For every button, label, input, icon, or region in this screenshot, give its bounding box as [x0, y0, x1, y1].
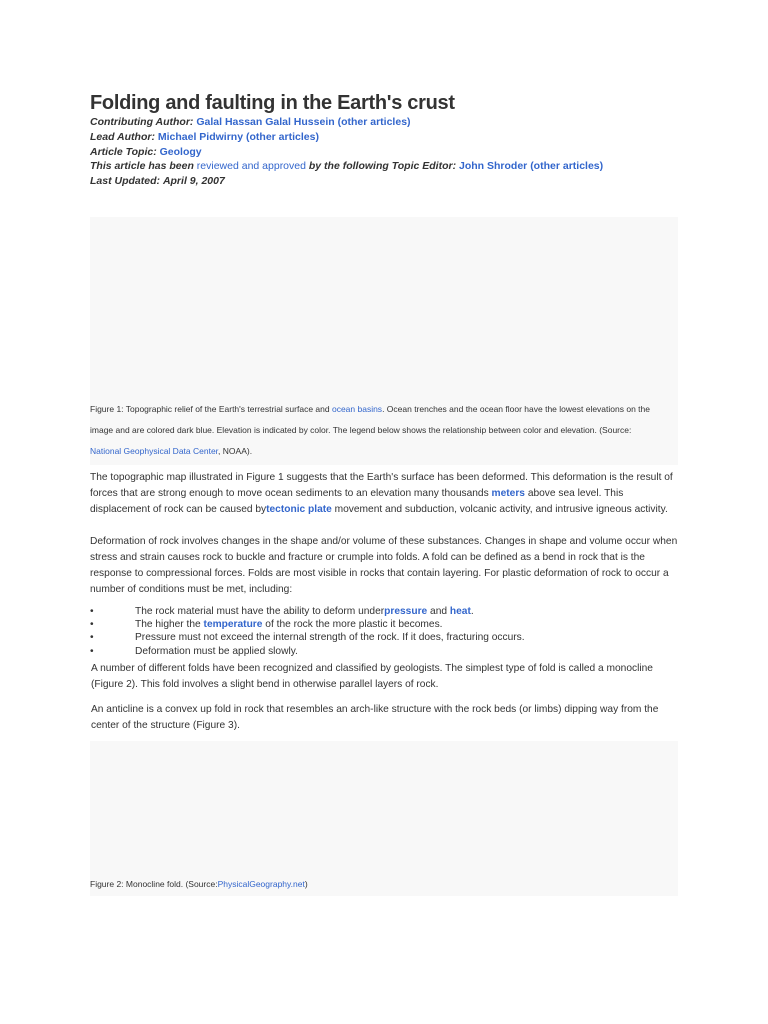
figure-1-caption-text-middle: . Ocean trenches and the ocean floor have the lowest elevations on the image and are colored dark blue. Elevation is indicated by color. The legend below shows the relationship between color and elevation. (Source:	[90, 404, 650, 435]
figure-2-caption-text-start: Figure 2: Monocline fold. (Source:	[90, 879, 218, 889]
temperature-link[interactable]: temperature	[203, 619, 263, 631]
heat-link[interactable]: heat	[449, 606, 471, 617]
review-row	[90, 159, 603, 174]
para1-text-1: The topographic map illustrated in Figure 1 suggests that the Earth's surface has been deformed. This deformation is the result of forces that are strong enough to move ocean sediments to an elevation many thousands	[90, 472, 673, 499]
para1-text-2: above sea level. This displacement of rock can be caused by	[90, 488, 624, 515]
bullet-2-text-2: of the rock the more plastic it becomes.	[265, 619, 443, 631]
contributing-author-label: Contributing Author:	[90, 116, 194, 128]
reviewed-approved-link[interactable]: reviewed and approved	[196, 160, 306, 173]
article-meta	[90, 115, 603, 189]
list-item	[90, 618, 680, 631]
article-topic-label: Article Topic:	[90, 145, 157, 158]
bullet-dot: •	[90, 645, 94, 657]
figure-1	[90, 217, 678, 465]
bullet-dot: •	[90, 632, 94, 644]
physicalgeography-link[interactable]: PhysicalGeography.net	[217, 879, 305, 889]
figure-1-caption	[90, 399, 660, 462]
article-title: Folding and faulting in the Earth's crust	[90, 92, 455, 114]
paragraph-anticline: An anticline is a convex up fold in rock that resembles an arch-like structure with the rock beds (or limbs) dipping way from the center of the structure (Figure 3).	[91, 704, 659, 731]
meters-link[interactable]: meters	[491, 488, 525, 499]
list-item	[90, 605, 680, 618]
bullet-dot: •	[90, 619, 94, 631]
figure-2-caption	[90, 878, 660, 890]
article-topic-row	[90, 145, 603, 160]
lead-other-articles-link[interactable]: (other articles)	[246, 130, 319, 143]
paragraph-topographic-map	[90, 470, 680, 518]
list-item	[90, 645, 680, 658]
bullet-4-text: Deformation must be applied slowly.	[135, 645, 298, 657]
list-item	[90, 631, 680, 644]
paragraph-folds: A number of different folds have been recognized and classified by geologists. The simplest type of fold is called a monocline (Figure 2). This fold involves a slight bend in otherwise parallel layers of rock.	[91, 663, 653, 690]
contributing-author-row	[90, 115, 603, 130]
para1-text-3: movement and subduction, volcanic activity, and intrusive igneous activity.	[334, 504, 668, 515]
tectonic-plate-link[interactable]: tectonic plate	[266, 504, 332, 515]
lead-author-link[interactable]: Michael Pidwirny	[157, 130, 244, 143]
paragraph-deformation: Deformation of rock involves changes in the shape and/or volume of these substances. Changes in shape and volume occur when stress and strain causes rock to buckle and fracture or crumple into folds. A fold can be defined as a bend in rock that is the response to compressional forces. Folds are most visible in rocks that contain layering. For plastic deformation of rock to occur a number of conditions must be met, including:	[90, 536, 678, 595]
contributing-author-link[interactable]: Galal Hassan Galal Hussein	[196, 116, 335, 128]
bullet-3-text: Pressure must not exceed the internal strength of the rock. If it does, fracturing occurs.	[135, 632, 525, 644]
contributing-other-articles-link[interactable]: (other articles)	[337, 116, 411, 128]
last-updated-date: April 9, 2007	[162, 175, 225, 188]
pressure-link[interactable]: pressure	[384, 606, 428, 617]
topic-editor-link[interactable]: John Shroder	[459, 160, 528, 173]
article-topic-link[interactable]: Geology	[159, 145, 202, 158]
review-label-start: This article has been	[90, 160, 194, 173]
bullet-1-text-1: The rock material must have the ability to deform under	[135, 606, 385, 617]
ngdc-source-link[interactable]: National Geophysical Data Center	[90, 446, 219, 456]
bullet-2-text-1: The higher the	[135, 619, 201, 631]
last-updated-row	[90, 174, 603, 189]
editor-other-articles-link[interactable]: (other articles)	[530, 160, 604, 173]
bullet-1-text-3: .	[470, 606, 474, 617]
bullet-1-text-2: and	[430, 606, 448, 617]
figure-2	[90, 741, 678, 896]
last-updated-label: Last Updated:	[90, 175, 161, 188]
figure-2-caption-text-end: )	[304, 879, 308, 889]
ocean-basins-link[interactable]: ocean basins	[331, 404, 383, 414]
lead-author-row	[90, 130, 603, 145]
figure-1-caption-text-end: , NOAA).	[218, 446, 253, 456]
bullet-dot: •	[90, 606, 94, 617]
lead-author-label: Lead Author:	[90, 130, 155, 143]
figure-1-caption-text-start: Figure 1: Topographic relief of the Earth's terrestrial surface and	[90, 404, 330, 414]
conditions-list	[90, 605, 680, 658]
review-label-end: by the following Topic Editor:	[308, 160, 457, 173]
